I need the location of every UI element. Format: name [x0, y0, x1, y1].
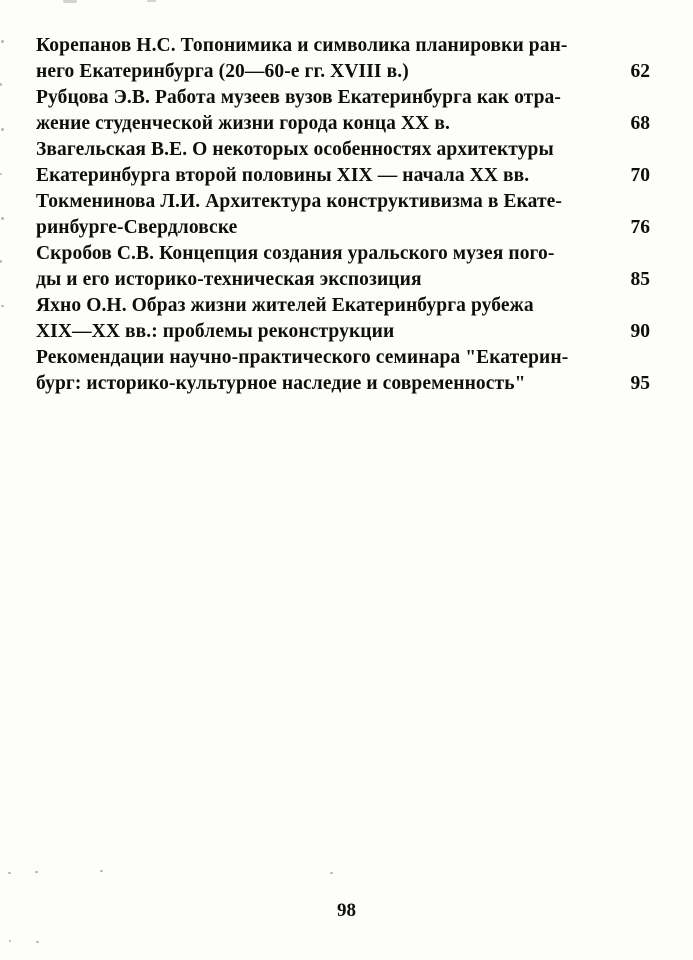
toc-entry-title — [36, 189, 562, 240]
toc-entry-page-number: 95 — [630, 372, 650, 394]
toc-entry-page-number: 62 — [630, 60, 650, 82]
scan-noise — [9, 940, 11, 942]
scan-noise — [35, 871, 38, 873]
scan-noise — [147, 0, 156, 2]
toc-entry-page-number: 76 — [630, 216, 650, 238]
toc-entry-page-number: 70 — [630, 164, 650, 186]
toc-entry-line: Рубцова Э.В. Работа музеев вузов Екатеринбурга как отра- — [36, 87, 561, 108]
toc-entry-line: Токменинова Л.И. Архитектура конструктивизма в Екате- — [36, 191, 562, 212]
scan-noise — [100, 870, 103, 872]
toc-entry — [36, 293, 650, 344]
toc-entry-line: ринбурге-Свердловске — [36, 216, 238, 238]
toc-entry-line: бург: историко-культурное наследие и современность" — [36, 372, 526, 394]
toc-entry-line: жение студенческой жизни города конца XX в. — [36, 112, 450, 134]
scan-noise — [0, 173, 2, 175]
scan-noise — [1, 40, 4, 43]
scan-noise — [8, 872, 11, 874]
toc-entry — [36, 137, 650, 188]
toc-entry-title — [36, 85, 561, 136]
toc-entry-line: Рекомендации научно-практического семинара "Екатерин- — [36, 347, 569, 368]
toc-entry-title — [36, 345, 569, 396]
toc-entry-line: Екатеринбурга второй половины XIX — начала XX вв. — [36, 164, 530, 186]
toc-entry — [36, 33, 650, 84]
toc-entry-page-number: 68 — [630, 112, 650, 134]
toc-entry-line: Корепанов Н.С. Топонимика и символика планировки ран- — [36, 35, 568, 56]
toc-entry-line: Яхно О.Н. Образ жизни жителей Екатеринбурга рубежа — [36, 295, 534, 316]
scan-noise — [0, 83, 2, 86]
scan-noise — [63, 0, 77, 3]
toc-entry-title — [36, 293, 556, 344]
toc-entry — [36, 345, 650, 396]
toc-entry-line: Скробов С.В. Концепция создания уральского музея пого- — [36, 243, 555, 264]
scan-noise — [330, 872, 333, 874]
page-number-folio: 98 — [337, 900, 356, 921]
toc-entry — [36, 189, 650, 240]
toc-entry-title — [36, 241, 556, 292]
scan-noise — [1, 217, 4, 220]
scan-noise — [36, 941, 39, 943]
toc-entry-line: него Екатеринбурга (20—60-е гг. XVIII в.) — [36, 60, 409, 82]
toc-entry-page-number: 90 — [630, 320, 650, 342]
scan-noise — [0, 260, 2, 263]
toc-entry-line: XIX—XX вв.: проблемы реконструкции — [36, 320, 395, 342]
scan-noise — [1, 128, 4, 131]
toc-entry-line: ды и его историко-техническая экспозиция — [36, 268, 422, 290]
toc-entry-line: Звагельская В.Е. О некоторых особенностях архитектуры — [36, 139, 554, 160]
toc-entry-page-number: 85 — [630, 268, 650, 290]
toc-entry-title — [36, 137, 556, 188]
table-of-contents — [36, 33, 650, 397]
scan-noise — [1, 305, 4, 307]
toc-entry-title — [36, 33, 568, 84]
toc-entry — [36, 85, 650, 136]
toc-entry — [36, 241, 650, 292]
